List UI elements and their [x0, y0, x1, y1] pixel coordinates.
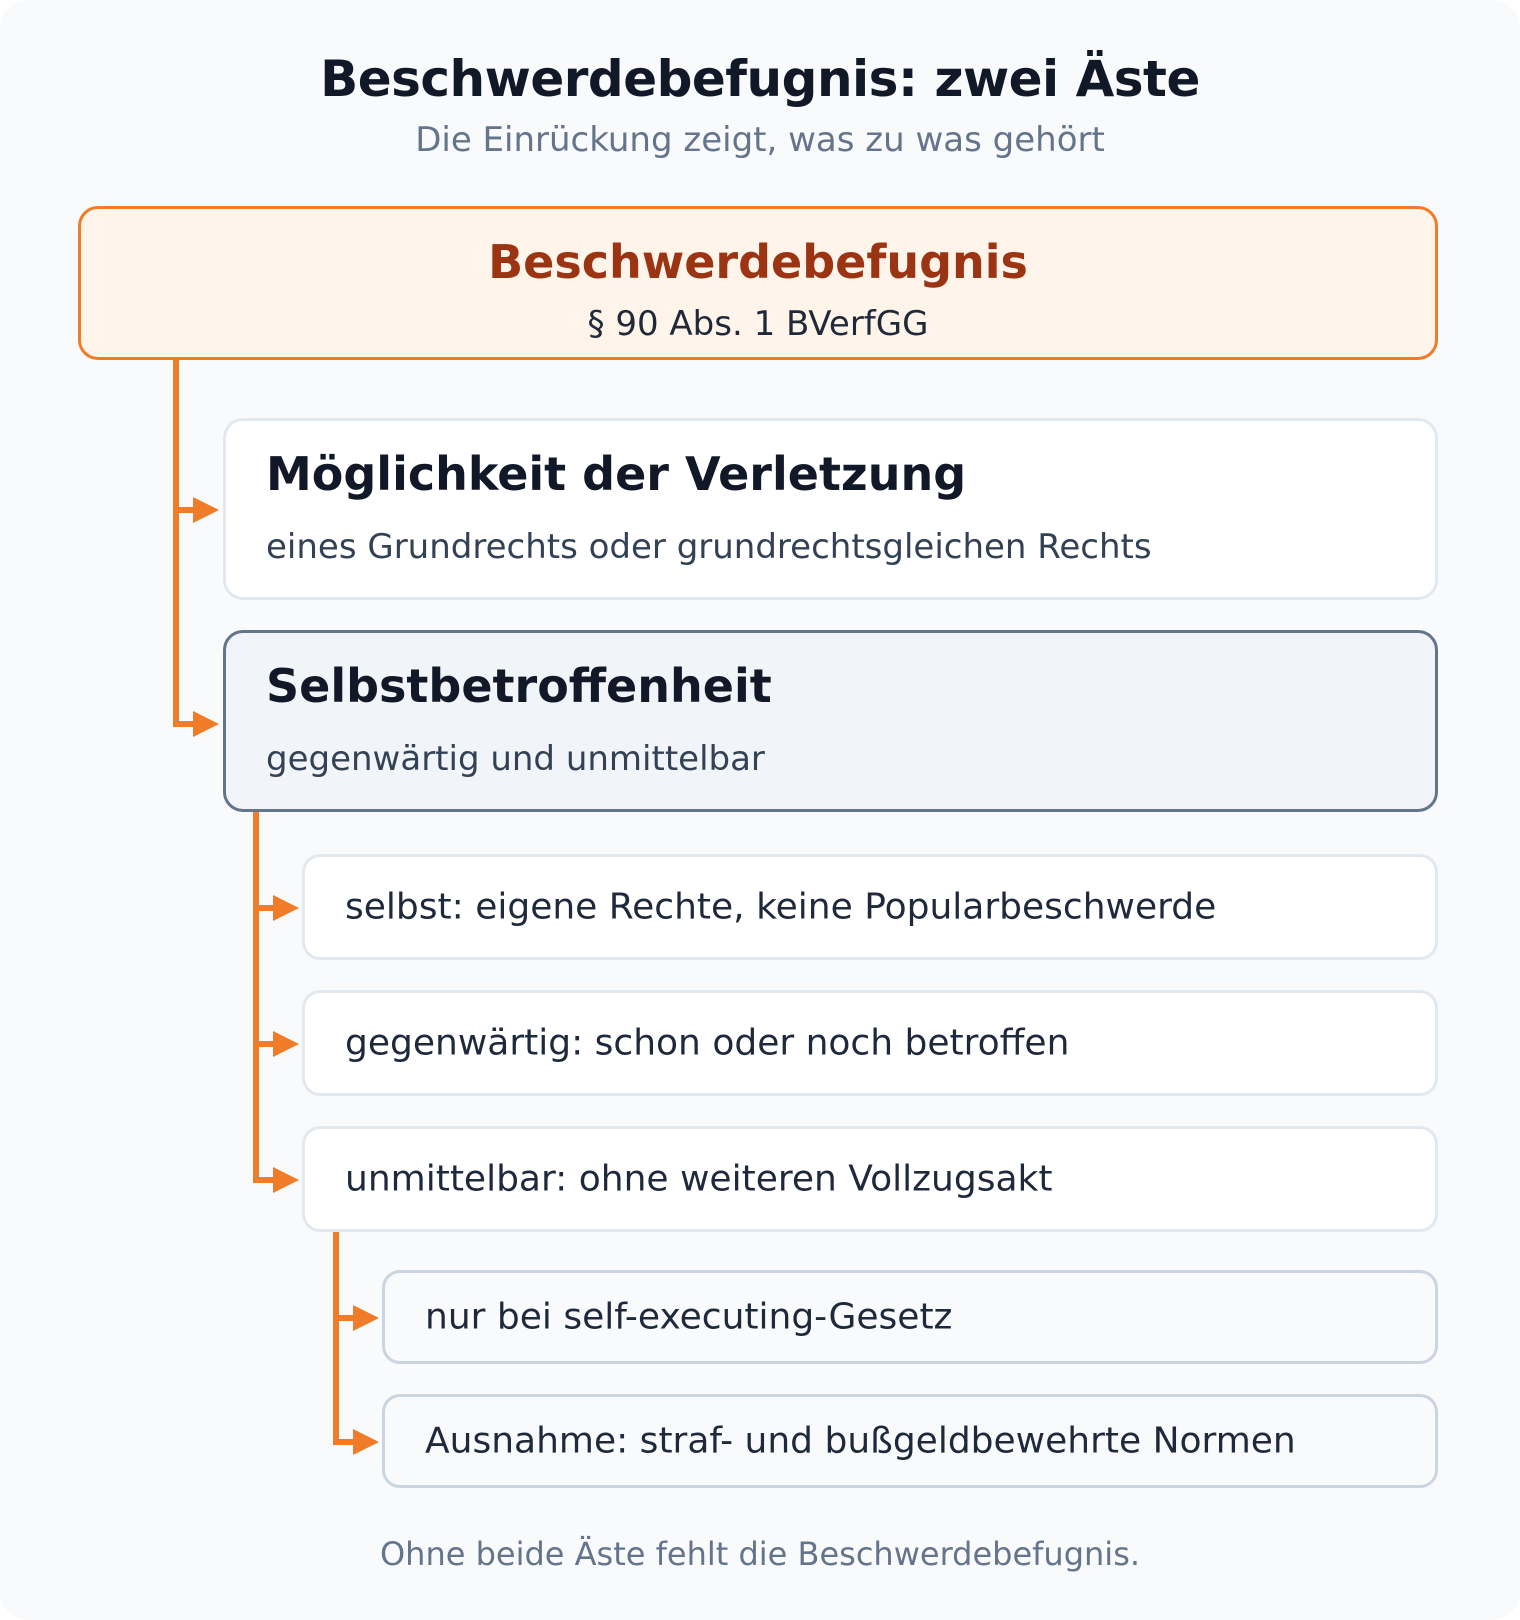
arrow-head-icon: [353, 1305, 379, 1331]
arrow-head-icon: [273, 1031, 299, 1057]
root-title: Beschwerdebefugnis: [488, 235, 1028, 289]
arrow-head-icon: [353, 1429, 379, 1455]
criterion-label: selbst: eigene Rechte, keine Popularbeschwerde: [345, 886, 1217, 928]
branch-node-verletzung: [223, 418, 1438, 600]
branch-subtitle: gegenwärtig und unmittelbar: [266, 739, 765, 779]
root-subtitle: § 90 Abs. 1 BVerfGG: [587, 304, 929, 344]
sub-criterion-label: nur bei self-executing-Gesetz: [425, 1296, 953, 1338]
criterion-label: gegenwärtig: schon oder noch betroffen: [345, 1022, 1070, 1064]
branch-subtitle: eines Grundrechts oder grundrechtsgleichen Rechts: [266, 527, 1152, 567]
criterion-node-selbst: [302, 854, 1438, 960]
sub-criterion-label: Ausnahme: straf- und bußgeldbewehrte Normen: [425, 1420, 1296, 1462]
page-title: Beschwerdebefugnis: zwei Äste: [320, 50, 1200, 108]
footer-note: Ohne beide Äste fehlt die Beschwerdebefugnis.: [379, 1535, 1141, 1573]
arrow-head-icon: [193, 711, 219, 737]
criterion-node-unmittelbar: [302, 1126, 1438, 1232]
branch-node-selbstbetroffenheit: [223, 630, 1438, 812]
criterion-label: unmittelbar: ohne weiteren Vollzugsakt: [345, 1158, 1053, 1200]
arrow-head-icon: [193, 497, 219, 523]
arrow-head-icon: [273, 895, 299, 921]
root-node: [78, 206, 1438, 360]
branch-title: Möglichkeit der Verletzung: [266, 447, 967, 501]
sub-criterion-node-ausnahme: [382, 1394, 1438, 1488]
arrow-head-icon: [273, 1167, 299, 1193]
page-subtitle: Die Einrückung zeigt, was zu was gehört: [415, 120, 1105, 160]
sub-criterion-node-self-executing: [382, 1270, 1438, 1364]
criterion-node-gegenwaertig: [302, 990, 1438, 1096]
branch-title: Selbstbetroffenheit: [266, 659, 772, 713]
